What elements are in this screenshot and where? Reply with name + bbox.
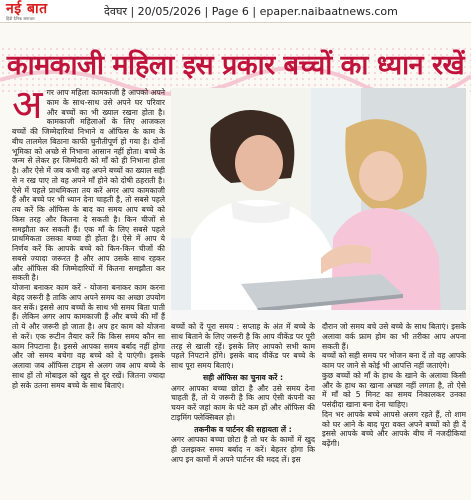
article-paragraph: कुछ बच्चों को माँ के हाथ के खाने के अलावा किसी और के हाथ का खाना अच्छा नहीं लगता है, तो ऐसे में माँ को 5 मिनट का समय निकालकर उनका पसंदीदा खाना बना देना चाहिए।: [322, 370, 466, 409]
article-column-middle: [171, 322, 315, 496]
article-subheading: तकनीक व पार्टनर की सहायता लें :: [194, 424, 292, 434]
article-paragraph: बच्चों को सही समय पर भोजन बना दें तो वह आपके काम पर जाने से कोई भी आपत्ति नहीं जताएंगे।: [322, 351, 466, 370]
article-paragraph: योजना बनाकर काम करें - योजना बनाकर काम करना बेहद जरूरी है ताकि आप अपने समय का अच्छा उपयोग कर सकें। इससे आप बच्चों के साथ भी समय बिता पाती हैं। लेकिन अगर आप कामकाजी हैं और बच्चे की माँ हैं तो ये और जरूरी हो जाता है। अप हर काम को योजना से करें। एक रूटीन तैयार करें कि किस समय कौन सा काम निपटाना है। इससे आपका समय बर्बाद नहीं होगा और जो समय बचेगा वह बच्चे को दे पाएंगी। इसके अलावा जब ऑफिस टाइम से अलग जब आप बच्चे के साथ हों तो मोबाइल को खुद से दूर रखें। जितना ज्यादा हो सके उतना समय बच्चे के साथ बिताएं।: [12, 283, 165, 390]
newspaper-logo[interactable]: [6, 2, 48, 20]
article-paragraph: अगर आपका बच्चा छोटा है तो घर के कामों में खुद ही उलझकर समय बर्बाद न करें। बेहतर होगा कि आप इन कामों में अपने पार्टनर की मदद लें। इस: [171, 435, 315, 464]
article-column-left: [12, 88, 165, 496]
logo-name: नई बात: [6, 0, 48, 17]
article-paragraph: गर आप महिला कामकाजी है आपको अपने काम के साथ-साथ उसे अपने घर परिवार और बच्चों का भी ख्याल रखना होता है। कामकाजी महिलाओं के लिए आजकल बच्चों की जिम्मेदारियां निभाने व ऑफिस के काम के बीच तालमेल बिठाना काफी चुनौतीपूर्ण हो गया है। दोनों भूमिका को अच्छे से निभाना आसान नहीं होता। बच्चे के जन्म से लेकर हर जिम्मेदारी को माँ को ही निभाना होता है। और ऐसे में जब कभी वह अपने बच्चों का ख्याल सही से न रख पाए तो वह अपने माँ होने को दोषी ठहराती है। ऐसे में पहले प्राथमिकता तय करें अगर आप कामकाजी हैं और बच्चे पर भी ध्यान देना चाहती है, तो सबसे पहले तय करें कि ऑफिस के बाद का समय आप बच्चे को किस तरह और कितना दे सकती है। किन चीजों से समझौता कर सकती हैं। एक माँ के लिए सबसे पहले प्राथमिकता उसका बच्चा ही होता है। ऐसे में आप ये निर्णय करें कि आपके बच्चे को किन-किन चीजों की सबसे ज्यादा जरूरत है और आप उसके साथ रहकर और ऑफिस की जिम्मेदारियों में कितना समझौता कर सकती है।: [12, 88, 165, 283]
article-headline: कामकाजी महिला इस प्रकार बच्चों का ध्यान रखें: [6, 50, 465, 81]
article-paragraph: दिन भर आपके बच्चे आपसे अलग रहते हैं, तो शाम को घर आने के बाद पूरा वक्त अपने बच्चों को ही दें इससे आपके बच्चे और आपके बीच में नजदीकियां बढ़ेंगी।: [322, 409, 466, 448]
article-paragraph: अगर आपका बच्चा छोटा है और उसे समय देना चाहती हैं, तो ये जरूरी है कि आप ऐसी कंपनी का चयन करें जहां काम के घंटे कम हों और ऑफिस की टाइमिंग फ्लेक्सिबल हो।: [171, 383, 315, 422]
masthead: [0, 0, 471, 23]
mother-child-laptop-illustration: [171, 88, 466, 320]
logo-tagline: हिंदी दैनिक समाचार: [6, 15, 35, 21]
article-subheading: सही ऑफिस का चुनाव करें :: [202, 372, 284, 382]
drop-cap: अ: [12, 88, 43, 128]
edition-line: देवघर | 20/05/2026 | Page 6 | epaper.naibaatnews.com: [104, 5, 398, 18]
article-photo: [171, 88, 466, 320]
article-column-right: [322, 322, 466, 496]
article-paragraph: बच्चों को दें पूरा समय : सप्ताह के अंत में बच्चे के साथ बिताने के लिए जरूरी है कि आप वीकेंड पर पूरी तरह से खाली रहें। इसके लिए आपको सभी काम पहले निपटाने होंगे। इसके बाद वीकेंड पर बच्चे के साथ पूरा समय बिताएं।: [171, 322, 315, 370]
article-paragraph: दौरान जो समय बचे उसे बच्चे के साथ बिताएं। इसके अलावा वर्क फ्राम होम का भी तरीका आप अपना सकती हैं।: [322, 322, 466, 351]
